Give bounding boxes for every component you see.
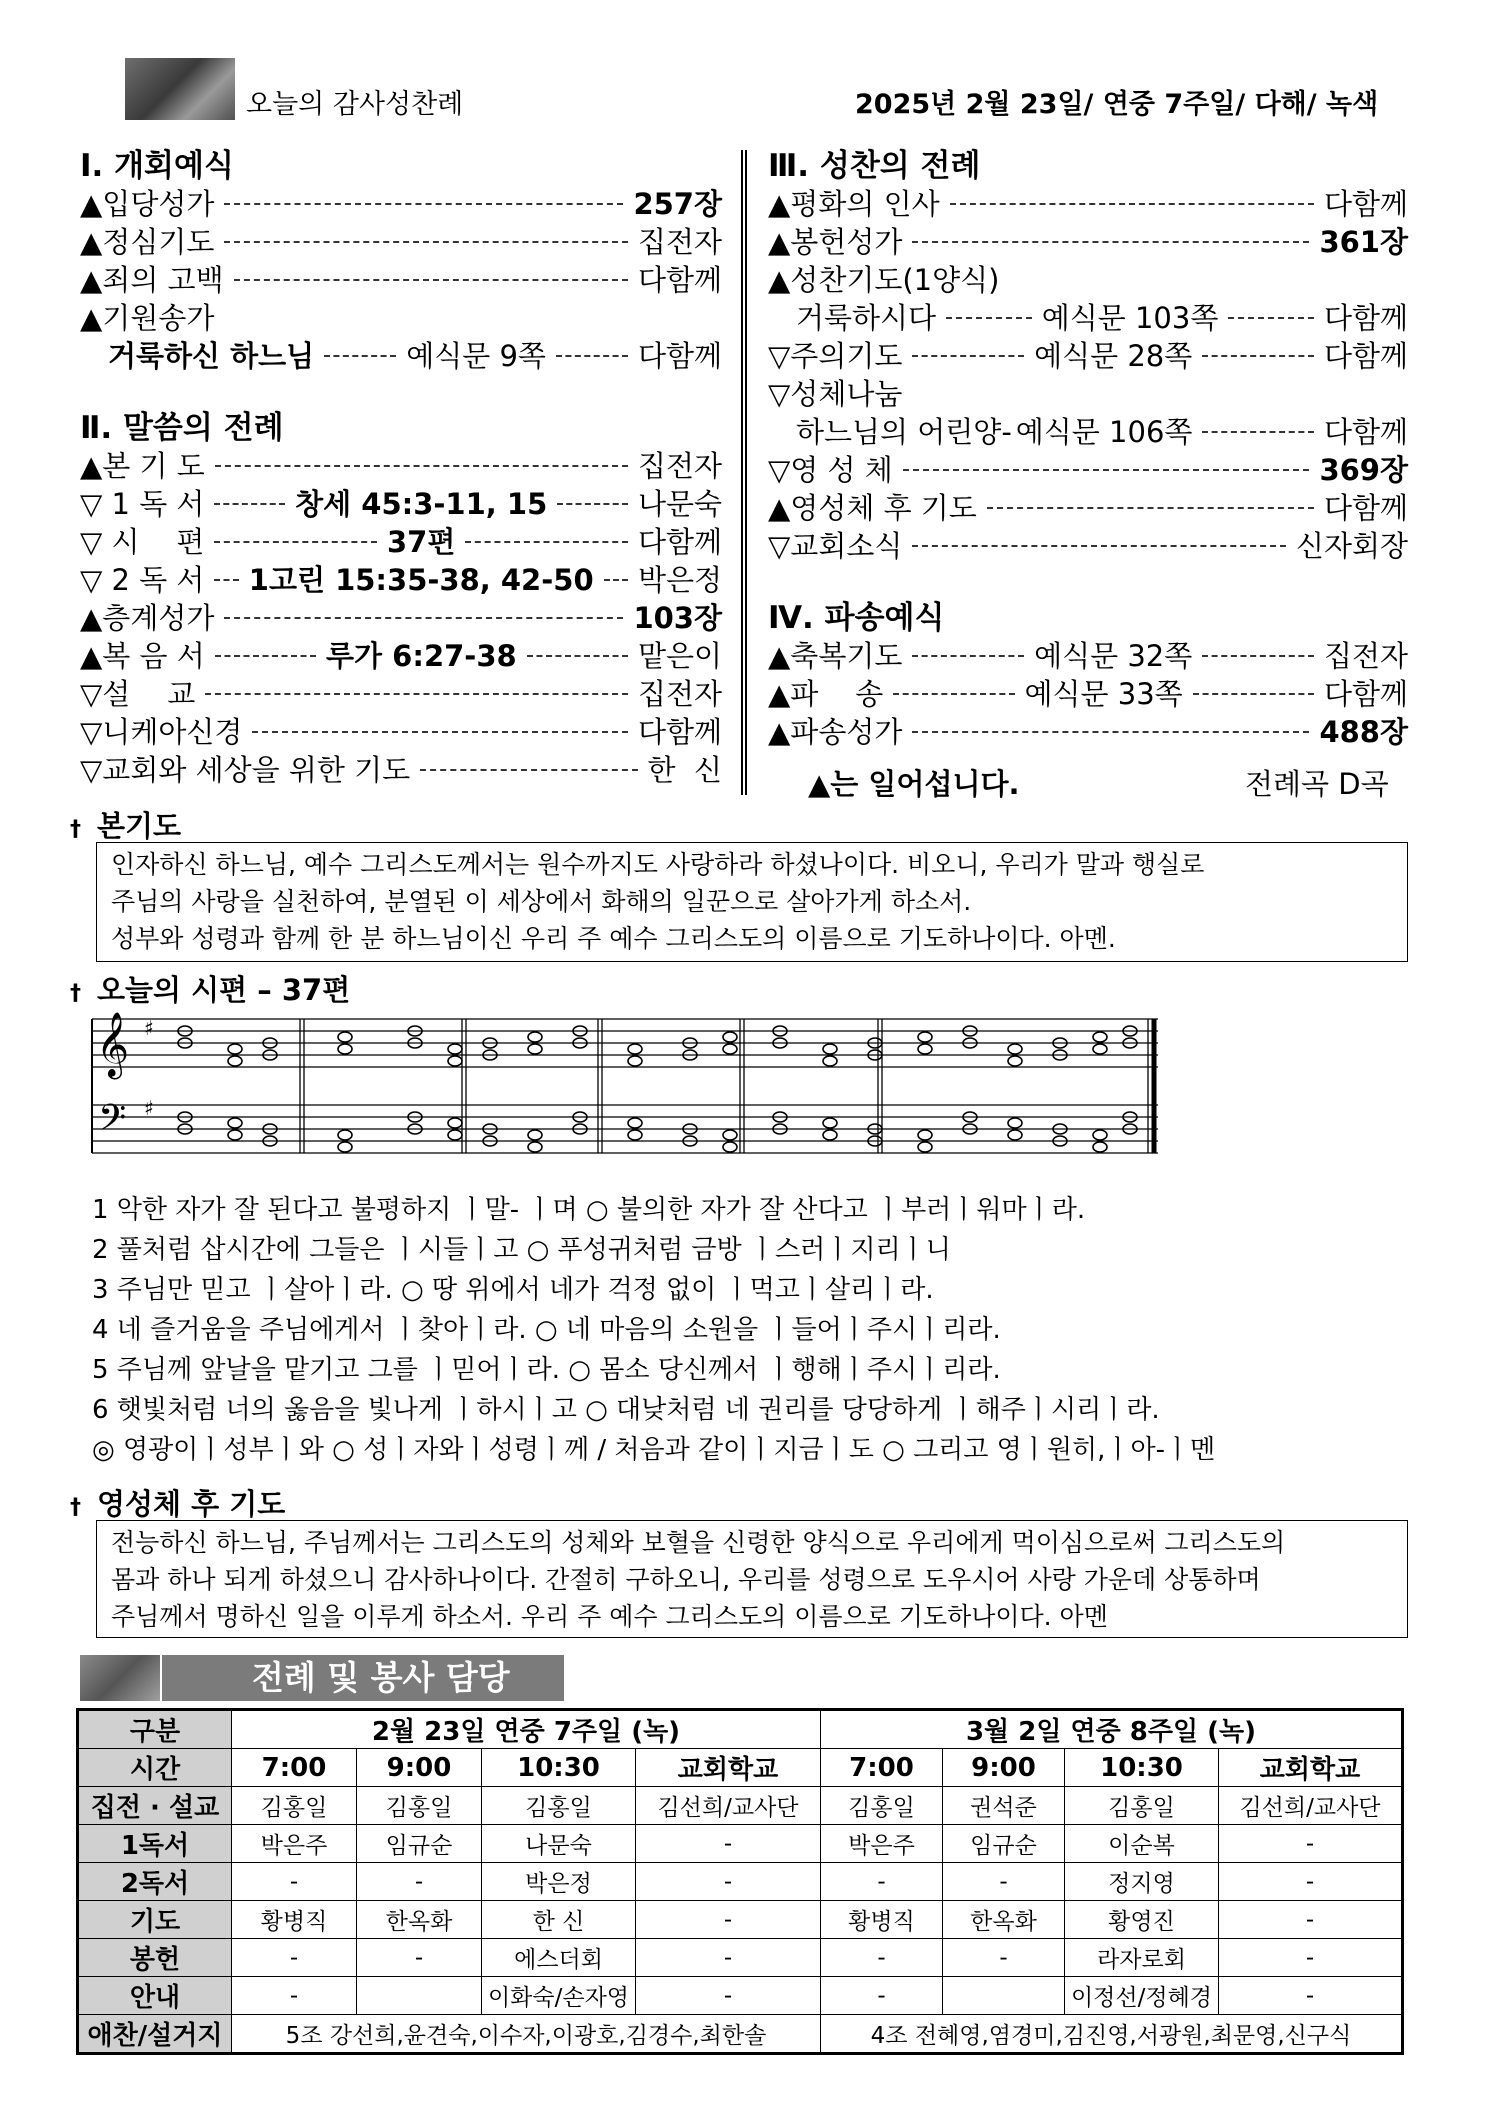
order-item-label: ▲복 음 서 (80, 639, 205, 673)
order-item-value: 집전자 (637, 449, 722, 483)
roles-cell: - (357, 1863, 482, 1901)
order-item-value: 집전자 (637, 225, 722, 259)
order-item-label: ▲파 송 (768, 677, 884, 711)
order-item-label: ▲축복기도 (768, 639, 903, 673)
order-item (768, 713, 1408, 751)
note-head (1008, 1056, 1022, 1066)
roles-row (78, 1939, 1403, 1977)
roles-cell: - (943, 1939, 1065, 1977)
header-photo (125, 58, 235, 120)
postcommunion-heading: † 영성체 후 기도 (70, 1487, 286, 1521)
roles-cell: - (1219, 1901, 1403, 1939)
roles-cell: 라자로회 (1065, 1939, 1219, 1977)
leader-dots (1202, 655, 1314, 657)
roles-cell: 이화숙/손자영 (482, 1977, 636, 2015)
roles-time: 9:00 (357, 1749, 482, 1787)
roles-cell: - (636, 1939, 821, 1977)
order-item-label: ▲죄의 고백 (80, 263, 224, 297)
leader-dots (214, 503, 285, 505)
standing-note: ▲는 일어섭니다. (808, 767, 1020, 801)
order-item (768, 637, 1408, 675)
roles-cell: 황병직 (821, 1901, 943, 1939)
order-item-label: ▽교회와 세상을 위한 기도 (80, 753, 411, 787)
roles-cell (357, 1977, 482, 2015)
roles-cleanup-label: 애찬/설거지 (78, 2015, 232, 2054)
order-item (768, 261, 1408, 299)
collect-line: 인자하신 하느님, 예수 그리스도께서는 원수까지도 사랑하라 하셨나이다. 비오니, 우리가 말과 행실로 (111, 850, 1205, 879)
leader-dots (556, 355, 628, 357)
roles-cell: 임규순 (943, 1825, 1065, 1863)
roles-cell: 황영진 (1065, 1901, 1219, 1939)
note-head (338, 1032, 352, 1042)
order-item-value: 488장 (1319, 715, 1408, 749)
svg-text:𝄢: 𝄢 (98, 1097, 127, 1148)
roles-cell: - (1219, 1977, 1403, 2015)
note-head (228, 1118, 242, 1128)
header-title: 오늘의 감사성찬례 (246, 89, 464, 120)
roles-cell: 나문숙 (482, 1825, 636, 1863)
order-right-column (768, 147, 1408, 751)
order-item-detail: 창세 45:3-11, 15 (295, 487, 548, 521)
psalm-chant-score (90, 1005, 1170, 1167)
roles-time: 10:30 (1065, 1749, 1219, 1787)
roles-cell: - (1219, 1825, 1403, 1863)
header-date: 2025년 2월 23일/ 연중 7주일/ 다해/ 녹색 (855, 89, 1379, 120)
order-item (768, 413, 1408, 451)
roles-time: 10:30 (482, 1749, 636, 1787)
roles-row (78, 1825, 1403, 1863)
order-item-label: ▽주의기도 (768, 339, 903, 373)
order-item (768, 337, 1408, 375)
order-item (768, 299, 1408, 337)
leader-dots (215, 465, 628, 467)
note-head (1008, 1044, 1022, 1054)
roles-time: 7:00 (821, 1749, 943, 1787)
leader-dots (214, 541, 377, 543)
order-item-value: 다함께 (1323, 187, 1408, 221)
order-item-value: 나문숙 (637, 487, 723, 521)
leader-dots (324, 355, 396, 357)
note-head (1008, 1118, 1022, 1128)
note-head (723, 1142, 737, 1152)
order-item-label: ▽교회소식 (768, 529, 903, 563)
psalm-verse: 2 풀처럼 삽시간에 그들은 ㅣ시들ㅣ고 ○ 푸성귀처럼 금방 ㅣ스러ㅣ지리ㅣ니 (92, 1235, 951, 1265)
roles-cell: - (821, 1939, 943, 1977)
roles-col-label: 구분 (78, 1710, 232, 1749)
order-item-value: 다함께 (637, 263, 722, 297)
cross-icon: † (70, 817, 81, 842)
order-item-value: 361장 (1319, 225, 1408, 259)
section-heading: Ⅰ. 개회예식 (80, 148, 234, 184)
leader-dots (912, 655, 1024, 657)
roles-cell: 정지영 (1065, 1863, 1219, 1901)
leader-dots (912, 545, 1286, 547)
order-item (768, 489, 1408, 527)
note-head (338, 1044, 352, 1054)
roles-cell: - (636, 1825, 821, 1863)
collect-heading: † 본기도 (70, 809, 182, 843)
order-item-label: ▲영성체 후 기도 (768, 491, 977, 525)
psalm-doxology: ◎ 영광이ㅣ성부ㅣ와 ○ 성ㅣ자와ㅣ성령ㅣ께 / 처음과 같이ㅣ지금ㅣ도 ○ 그리고 영ㅣ원히,ㅣ아-ㅣ멘 (92, 1435, 1216, 1465)
roles-cell: - (232, 1939, 357, 1977)
collect-line: 성부와 성령과 함께 한 분 하느님이신 우리 주 예수 그리스도의 이름으로 기도하나이다. 아멘. (111, 924, 1116, 953)
roles-row (78, 1901, 1403, 1939)
roles-cell: 박은주 (232, 1825, 357, 1863)
roles-cleanup-week1: 5조 강선희,윤견숙,이수자,이광호,김경수,최한솔 (232, 2015, 821, 2054)
column-divider (741, 150, 747, 795)
svg-text:♯: ♯ (144, 1016, 154, 1040)
order-item (80, 261, 722, 299)
note-head (1093, 1142, 1107, 1152)
roles-cell: - (232, 1863, 357, 1901)
roles-row (78, 1787, 1403, 1825)
order-item-detail: 예식문 33쪽 (1024, 677, 1183, 711)
roles-time-label: 시간 (78, 1749, 232, 1787)
roles-time: 9:00 (943, 1749, 1065, 1787)
roles-cell: 황병직 (232, 1901, 357, 1939)
collect-line: 주님의 사랑을 실천하여, 분열된 이 세상에서 화해의 일꾼으로 살아가게 하소서. (111, 887, 972, 916)
order-item-label: ▲평화의 인사 (768, 187, 940, 221)
order-item-detail: 루가 6:27-38 (326, 639, 517, 673)
roles-row-label: 집전 · 설교 (78, 1787, 232, 1825)
note-head (628, 1056, 642, 1066)
leader-dots (205, 693, 628, 695)
order-item-value: 박은정 (637, 563, 723, 597)
order-item-value: 집전자 (1323, 639, 1408, 673)
order-item (768, 527, 1408, 565)
order-item-value: 다함께 (637, 715, 722, 749)
leader-dots (912, 241, 1309, 243)
leader-dots (224, 617, 623, 619)
cross-icon: † (70, 1495, 81, 1520)
roles-table (76, 1708, 1404, 2055)
leader-dots (1202, 431, 1314, 433)
order-item (80, 223, 722, 261)
roles-row (78, 1977, 1403, 2015)
leader-dots (903, 469, 1310, 471)
leader-dots (946, 317, 1032, 319)
roles-cell: 김홍일 (482, 1787, 636, 1825)
note-head (448, 1044, 462, 1054)
roles-cell: - (232, 1977, 357, 2015)
postcommunion-line: 주님께서 명하신 일을 이루게 하소서. 우리 주 예수 그리스도의 이름으로 기도하나이다. 아멘 (111, 1602, 1108, 1631)
roles-photo (80, 1655, 160, 1701)
roles-cell: - (1219, 1939, 1403, 1977)
order-item-value: 103장 (633, 601, 722, 635)
roles-row-label: 2독서 (78, 1863, 232, 1901)
note-head (723, 1044, 737, 1054)
leader-dots (215, 655, 316, 657)
order-item-label: ▲입당성가 (80, 187, 215, 221)
note-head (1093, 1032, 1107, 1042)
leader-dots (557, 503, 628, 505)
order-item (768, 675, 1408, 713)
order-item-label: 거룩하신 하느님 (108, 339, 315, 373)
cross-icon: † (70, 981, 81, 1006)
order-item-label: ▲기원송가 (80, 301, 215, 335)
order-item-label: ▽설 교 (80, 677, 196, 711)
roles-cell: 한 신 (482, 1901, 636, 1939)
postcommunion-line: 전능하신 하느님, 주님께서는 그리스도의 성체와 보혈을 신령한 양식으로 우리에게 먹이심으로써 그리스도의 (111, 1528, 1286, 1557)
leader-dots (224, 241, 628, 243)
roles-week1: 2월 23일 연중 7주일 (녹) (232, 1710, 821, 1749)
note-head (528, 1044, 542, 1054)
order-item (80, 185, 722, 223)
order-item-label: ▲정심기도 (80, 225, 215, 259)
roles-cell: 한옥화 (943, 1901, 1065, 1939)
leader-dots (893, 693, 1014, 695)
roles-row (78, 1863, 1403, 1901)
roles-cell: - (636, 1901, 821, 1939)
order-item (80, 561, 722, 599)
roles-cell: - (1219, 1863, 1403, 1901)
section-heading: Ⅱ. 말씀의 전례 (80, 410, 284, 446)
note-head (448, 1056, 462, 1066)
roles-cell: 박은주 (821, 1825, 943, 1863)
order-item-value: 다함께 (1323, 415, 1408, 449)
leader-dots (604, 579, 628, 581)
note-head (228, 1056, 242, 1066)
note-head (823, 1044, 837, 1054)
collect-box (96, 842, 1408, 962)
leader-dots (950, 203, 1314, 205)
order-item-label: ▲파송성가 (768, 715, 903, 749)
leader-dots (224, 203, 623, 205)
note-head (528, 1130, 542, 1140)
roles-week2: 3월 2일 연중 8주일 (녹) (821, 1710, 1403, 1749)
note-head (918, 1032, 932, 1042)
tune-note: 전례곡 D곡 (1245, 767, 1389, 801)
order-item-label: ▽니케아신경 (80, 715, 243, 749)
order-item (80, 637, 722, 675)
note-head (823, 1118, 837, 1128)
roles-time: 교회학교 (636, 1749, 821, 1787)
psalm-verse: 6 햇빛처럼 너의 옳음을 빛나게 ㅣ하시ㅣ고 ○ 대낮처럼 네 권리를 당당하게 ㅣ해주ㅣ시리ㅣ라. (92, 1395, 1160, 1425)
order-item-label: ▽ 시 편 (80, 525, 205, 559)
note-head (823, 1056, 837, 1066)
note-head (338, 1142, 352, 1152)
order-item (768, 185, 1408, 223)
note-head (823, 1130, 837, 1140)
psalm-verse: 1 악한 자가 잘 된다고 불평하지 ㅣ말- ㅣ며 ○ 불의한 자가 잘 산다고 ㅣ부러ㅣ워마ㅣ라. (92, 1195, 1086, 1225)
note-head (628, 1118, 642, 1128)
psalm-verse: 3 주님만 믿고 ㅣ살아ㅣ라. ○ 땅 위에서 네가 걱정 없이 ㅣ먹고ㅣ살리ㅣ라. (92, 1275, 934, 1305)
svg-text:♯: ♯ (144, 1096, 154, 1120)
order-left-column (80, 147, 722, 789)
order-item-detail: 37편 (387, 525, 456, 559)
note-head (918, 1142, 932, 1152)
note-head (228, 1130, 242, 1140)
order-item (80, 447, 722, 485)
order-item-value: 맡은이 (637, 639, 723, 673)
leader-dots (1228, 317, 1314, 319)
order-item-value: 집전자 (637, 677, 722, 711)
roles-cell: 이정선/정혜경 (1065, 1977, 1219, 2015)
order-item-label: ▲층계성가 (80, 601, 215, 635)
order-item-value: 다함께 (1323, 339, 1408, 373)
order-item-label: ▽ 2 독 서 (80, 563, 205, 597)
roles-row-label: 봉헌 (78, 1939, 232, 1977)
roles-cleanup-week2: 4조 전혜영,염경미,김진영,서광원,최문영,신구식 (821, 2015, 1403, 2054)
leader-dots (234, 279, 628, 281)
roles-cell: 김홍일 (1065, 1787, 1219, 1825)
order-item-value: 257장 (633, 187, 722, 221)
roles-row-label: 안내 (78, 1977, 232, 2015)
note-head (1008, 1130, 1022, 1140)
leader-dots (214, 579, 238, 581)
order-item (768, 375, 1408, 413)
roles-cell: 김홍일 (821, 1787, 943, 1825)
note-head (628, 1044, 642, 1054)
order-item-value: 다함께 (1323, 301, 1409, 335)
roles-cell: 김선희/교사단 (1219, 1787, 1403, 1825)
note-head (338, 1130, 352, 1140)
order-item (80, 337, 722, 375)
postcommunion-line: 몸과 하나 되게 하셨으니 감사하나이다. 간절히 구하오니, 우리를 성령으로 도우시어 사랑 가운데 상통하며 (111, 1565, 1261, 1594)
roles-cell: - (821, 1863, 943, 1901)
roles-cell: 권석준 (943, 1787, 1065, 1825)
leader-dots (1193, 693, 1314, 695)
order-item (768, 451, 1408, 489)
roles-cell: 에스더회 (482, 1939, 636, 1977)
roles-cell: - (821, 1977, 943, 2015)
order-item (80, 523, 722, 561)
roles-cell: 한옥화 (357, 1901, 482, 1939)
order-item-label: ▲봉헌성가 (768, 225, 903, 259)
leader-dots (252, 731, 628, 733)
roles-title: 전례 및 봉사 담당 (162, 1655, 564, 1701)
leader-dots (465, 541, 628, 543)
order-item-value: 신자회장 (1295, 529, 1408, 563)
psalm-verse: 4 네 즐거움을 주님에게서 ㅣ찾아ㅣ라. ○ 네 마음의 소원을 ㅣ들어ㅣ주시ㅣ리라. (92, 1315, 1001, 1345)
order-item-value: 다함께 (1323, 491, 1408, 525)
roles-cell: - (636, 1863, 821, 1901)
note-head (448, 1118, 462, 1128)
note-head (528, 1142, 542, 1152)
roles-cell: 임규순 (357, 1825, 482, 1863)
note-head (723, 1130, 737, 1140)
leader-dots (912, 731, 1309, 733)
roles-row-label: 기도 (78, 1901, 232, 1939)
roles-cell: - (357, 1939, 482, 1977)
order-item-detail: 예식문 32쪽 (1034, 639, 1193, 673)
order-item-detail: 예식문 28쪽 (1034, 339, 1193, 373)
order-item (80, 751, 722, 789)
order-item-label: 하느님의 어린양- (796, 415, 1012, 449)
order-item-detail: 1고린 15:35-38, 42-50 (248, 563, 594, 597)
roles-cell: - (636, 1977, 821, 2015)
psalm-heading: † 오늘의 시편 – 37편 (70, 973, 351, 1007)
order-item-detail: 예식문 103쪽 (1041, 301, 1219, 335)
psalm-verse: 5 주님께 앞날을 맡기고 그를 ㅣ믿어ㅣ라. ○ 몸소 당신께서 ㅣ행해ㅣ주시ㅣ리라. (92, 1355, 1001, 1385)
roles-cell: 김선희/교사단 (636, 1787, 821, 1825)
note-head (918, 1130, 932, 1140)
leader-dots (420, 769, 637, 771)
order-item-label: ▽영 성 체 (768, 453, 893, 487)
leader-dots (912, 355, 1024, 357)
order-item (80, 485, 722, 523)
note-head (1093, 1044, 1107, 1054)
order-item-value: 한 신 (647, 753, 722, 787)
roles-row-label: 1독서 (78, 1825, 232, 1863)
postcommunion-box (96, 1520, 1408, 1638)
roles-cell: 이순복 (1065, 1825, 1219, 1863)
roles-cell: 박은정 (482, 1863, 636, 1901)
section-heading: Ⅳ. 파송예식 (768, 600, 945, 636)
leader-dots (527, 655, 628, 657)
roles-time: 교회학교 (1219, 1749, 1403, 1787)
order-item-value: 다함께 (637, 339, 723, 373)
roles-cell (943, 1977, 1065, 2015)
order-item-detail: 예식문 106쪽 (1015, 415, 1193, 449)
order-item (80, 713, 722, 751)
order-item-value: 다함께 (1323, 677, 1409, 711)
order-item-label: ▲본 기 도 (80, 449, 205, 483)
order-item (80, 675, 722, 713)
order-item-label: ▲성찬기도(1양식) (768, 263, 1000, 297)
roles-cell: - (943, 1863, 1065, 1901)
note-head (723, 1032, 737, 1042)
order-item (80, 299, 722, 337)
roles-cell: 김홍일 (357, 1787, 482, 1825)
note-head (228, 1044, 242, 1054)
order-item (768, 223, 1408, 261)
svg-text:𝄞: 𝄞 (96, 1012, 130, 1077)
leader-dots (1202, 355, 1314, 357)
note-head (528, 1032, 542, 1042)
order-item (80, 599, 722, 637)
section-heading: Ⅲ. 성찬의 전례 (768, 148, 981, 184)
note-head (918, 1044, 932, 1054)
order-item-value: 다함께 (637, 525, 722, 559)
order-item-label: ▽ 1 독 서 (80, 487, 205, 521)
note-head (628, 1130, 642, 1140)
leader-dots (987, 507, 1314, 509)
roles-time: 7:00 (232, 1749, 357, 1787)
order-item-label: ▽성체나눔 (768, 377, 903, 411)
roles-cell: 김홍일 (232, 1787, 357, 1825)
order-item-value: 369장 (1319, 453, 1408, 487)
psalm-verses (92, 1190, 1215, 1470)
note-head (1093, 1130, 1107, 1140)
note-head (448, 1130, 462, 1140)
order-item-detail: 예식문 9쪽 (406, 339, 546, 373)
order-item-label: 거룩하시다 (796, 301, 937, 335)
